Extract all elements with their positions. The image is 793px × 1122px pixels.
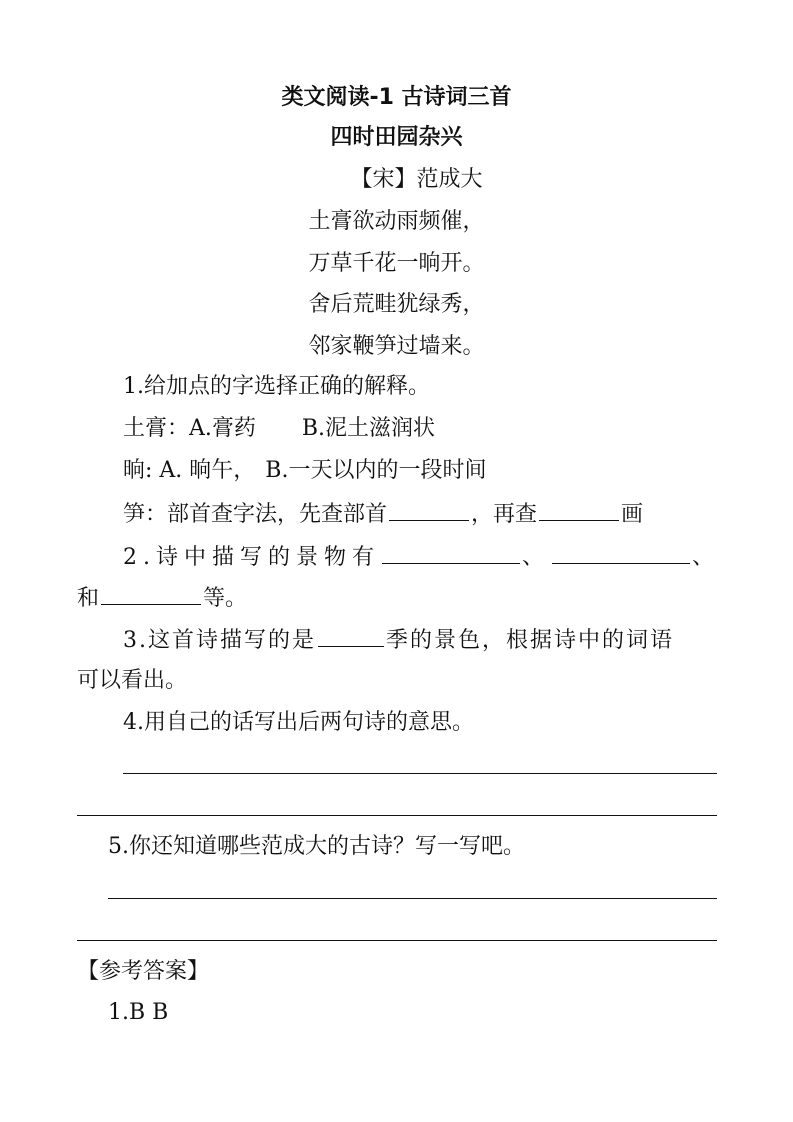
question-2-line-2-prefix: 和 bbox=[77, 586, 100, 611]
question-1c-suffix: 画 bbox=[621, 502, 644, 527]
scenery-answer-blank-1[interactable] bbox=[382, 541, 520, 564]
question-3-prefix: 3.这首诗描写的是 bbox=[123, 628, 316, 653]
stroke-count-answer-blank[interactable] bbox=[539, 498, 619, 521]
question-2-prefix: 2.诗中描写的景物有 bbox=[123, 545, 380, 570]
question-5-prompt: 5.你还知道哪些范成大的古诗？写一写吧。 bbox=[108, 834, 525, 859]
question-1b bbox=[123, 456, 486, 486]
answer-1: 1.B B bbox=[108, 1000, 169, 1025]
poem-title: 四时田园杂兴 bbox=[330, 125, 463, 150]
poem-line-4: 邻家鞭笋过墙来。 bbox=[308, 334, 485, 359]
question-5-answer-line-2[interactable] bbox=[77, 940, 717, 941]
question-1-prompt: 1.给加点的字选择正确的解释。 bbox=[123, 374, 430, 399]
question-4-answer-line-2[interactable] bbox=[77, 815, 717, 816]
question-5-answer-line-1[interactable] bbox=[108, 898, 717, 899]
question-3-suffix: 季的景色，根据诗中的词语 bbox=[386, 628, 675, 653]
question-1a bbox=[123, 414, 435, 444]
question-2-sep-1: 、 bbox=[522, 545, 551, 570]
poem-author: 【宋】范成大 bbox=[350, 167, 483, 192]
question-1c bbox=[123, 498, 643, 530]
question-2 bbox=[123, 541, 720, 573]
question-3-line-2: 可以看出。 bbox=[77, 668, 188, 693]
poem-line-3: 舍后荒畦犹绿秀， bbox=[308, 292, 485, 317]
question-1c-prefix: 笋：部首查字法，先查部首 bbox=[123, 502, 388, 527]
question-2-sep-2: 、 bbox=[692, 545, 721, 570]
question-4-prompt: 4.用自己的话写出后两句诗的意思。 bbox=[123, 710, 474, 735]
question-1b-option-b: B.一天以内的一段时间 bbox=[265, 458, 487, 483]
question-1a-option-b: B.泥土滋润状 bbox=[301, 416, 436, 441]
question-1c-mid: ，再查 bbox=[471, 502, 538, 527]
question-2-line-2-suffix: 等。 bbox=[203, 586, 248, 611]
question-3 bbox=[123, 624, 674, 656]
poem-line-2: 万草千花一晌开。 bbox=[308, 251, 485, 276]
radical-answer-blank[interactable] bbox=[389, 498, 469, 521]
season-answer-blank[interactable] bbox=[318, 624, 384, 647]
worksheet-title: 类文阅读-1 古诗词三首 bbox=[281, 85, 512, 110]
answers-heading: 【参考答案】 bbox=[77, 959, 210, 984]
question-4-answer-line-1[interactable] bbox=[123, 773, 717, 774]
question-2-line-2 bbox=[77, 582, 247, 614]
question-1b-label: 晌: A. 晌午， bbox=[123, 458, 256, 483]
scenery-answer-blank-3[interactable] bbox=[101, 582, 201, 605]
poem-line-1: 土膏欲动雨频催， bbox=[308, 209, 485, 234]
scenery-answer-blank-2[interactable] bbox=[552, 541, 690, 564]
question-1a-label: 土膏：A.膏药 bbox=[123, 416, 256, 441]
